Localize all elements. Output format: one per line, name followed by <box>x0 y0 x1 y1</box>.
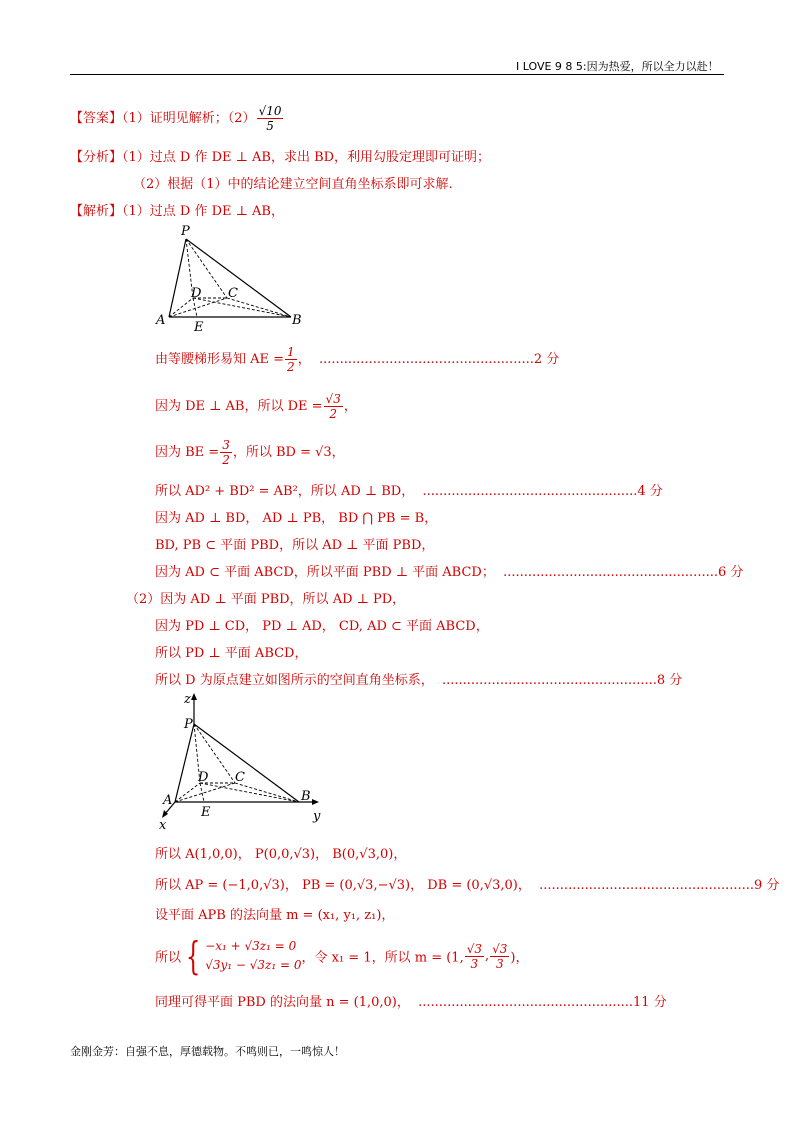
part2-step-3-text: 所以 D 为原点建立如图所示的空间直角坐标系， <box>155 673 434 688</box>
part2-step-7 <box>155 991 667 1010</box>
step-be <box>155 438 345 467</box>
step-ae-den: 2 <box>287 360 295 374</box>
fig2-label-y: y <box>313 809 321 824</box>
step-perp: 因为 AD ⊥ BD， AD ⊥ PB， BD ⋂ PB = B， <box>155 511 438 526</box>
step-be-frac <box>220 438 232 467</box>
part2-step-3 <box>155 669 682 688</box>
score-8: ....................................................8 分 <box>441 673 683 688</box>
step-ae-text: 由等腰梯形易知 AE = <box>155 352 285 367</box>
fig2-label-b: B <box>301 789 311 804</box>
part2-intro: （2）因为 AD ⊥ 平面 PBD，所以 AD ⊥ PD， <box>126 592 406 607</box>
score-6: ....................................................6 分 <box>503 565 744 580</box>
footer-motto: 金刚金芳：自强不息，厚德载物。不鸣则已，一鸣惊人！ <box>70 1045 345 1058</box>
step-de-frac <box>324 392 343 421</box>
fig1-label-e: E <box>194 320 204 335</box>
step-ae <box>155 345 559 374</box>
solution-intro <box>70 200 284 219</box>
step-conclude-text: 因为 AD ⊂ 平面 ABCD，所以平面 PBD ⊥ 平面 ABCD； <box>155 565 495 580</box>
sys-frac-2-den: 3 <box>495 956 504 971</box>
answer-frac-num: √10 <box>258 104 282 118</box>
score-11: ....................................................11 分 <box>418 995 667 1010</box>
fig2-label-d: D <box>198 770 209 785</box>
fig1-label-b: B <box>292 313 302 328</box>
figure-2-coordinate <box>155 690 335 830</box>
fig1-label-c: C <box>228 286 238 301</box>
step-pythag <box>155 480 663 499</box>
z-axis-arrow <box>191 693 197 700</box>
fig2-label-z: z <box>184 692 191 707</box>
sys-frac-2-num: √3 <box>492 941 508 956</box>
analysis-line-1 <box>70 146 490 165</box>
step-be-text: 因为 BE = <box>155 445 220 460</box>
fig1-label-p: P <box>181 224 190 239</box>
answer-line <box>70 104 284 133</box>
sys-eq-2: √3y₁ − √3z₁ = 0 <box>205 958 302 972</box>
sys-equations <box>205 937 301 975</box>
step-be-den: 2 <box>222 453 230 467</box>
fig2-label-x: x <box>159 818 167 830</box>
part2-step-7-text: 同理可得平面 PBD 的法向量 n = (1,0,0)， <box>155 995 410 1010</box>
equation-system: 所以 { −x₁ + √3z₁ = 0 √3y₁ − √3z₁ = 0 ，令 x₁ = 1，所以 m = (1, $\frac{√3}{3}$ , $\frac{√3}{3}$ )， <box>155 934 529 978</box>
y-axis-arrow <box>312 799 319 805</box>
part2-step-5-text: 所以 AP = (−1,0,√3)， PB = (0,√3,−√3)， DB = (0,√3,0)， <box>155 878 531 893</box>
step-ae-post: ， <box>297 352 311 367</box>
score-4: ....................................................4 分 <box>422 484 663 499</box>
sys-frac-1-den: 3 <box>470 956 479 971</box>
sys-post: ，令 x₁ = 1，所以 m = (1, <box>301 950 464 966</box>
header-rule <box>70 74 724 75</box>
step-plane: BD, PB ⊂ 平面 PBD，所以 AD ⊥ 平面 PBD， <box>155 538 435 553</box>
fig2-label-p: P <box>184 717 193 732</box>
analysis-text-1: （1）过点 D 作 DE ⊥ AB，求出 BD，利用勾股定理即可证明； <box>122 150 491 165</box>
answer-fraction <box>257 104 284 133</box>
header-slogan: I LOVE 9 8 5:因为热爱，所以全力以赴！ <box>516 60 719 73</box>
solution-tag: 【解析】 <box>70 204 123 219</box>
step-de-den: 2 <box>329 407 337 421</box>
step-be-post: ，所以 BD = √3， <box>232 445 345 460</box>
step-be-num: 3 <box>222 438 230 452</box>
analysis-tag: 【分析】 <box>70 150 123 165</box>
sys-end: )， <box>510 950 529 966</box>
solution-intro-text: （1）过点 D 作 DE ⊥ AB， <box>122 204 284 219</box>
step-de-post: ， <box>343 399 357 414</box>
fig2-label-c: C <box>235 770 245 785</box>
step-de <box>155 392 357 421</box>
analysis-line-2: （2）根据（1）中的结论建立空间直角坐标系即可求解. <box>133 177 453 192</box>
part2-step-5 <box>155 874 779 893</box>
step-de-text: 因为 DE ⊥ AB，所以 DE = <box>155 399 323 414</box>
step-de-num: √3 <box>325 392 341 406</box>
score-2: ....................................................2 分 <box>318 352 560 367</box>
step-conclude <box>155 561 743 580</box>
figure-1-tetrahedron <box>155 220 305 335</box>
sys-brace: { <box>185 934 201 978</box>
fig1-label-a: A <box>156 313 166 328</box>
sys-label: 所以 <box>155 950 182 966</box>
part2-step-4: 所以 A(1,0,0)， P(0,0,√3)， B(0,√3,0)， <box>155 847 407 862</box>
answer-text: （1）证明见解析；（2） <box>122 111 256 126</box>
step-pythag-text: 所以 AD² + BD² = AB²，所以 AD ⊥ BD， <box>155 484 415 499</box>
answer-tag: 【答案】 <box>70 111 123 126</box>
sys-frac-1 <box>465 942 484 971</box>
step-ae-num: 1 <box>287 345 295 359</box>
answer-frac-den: 5 <box>266 119 274 133</box>
part2-step-2: 所以 PD ⊥ 平面 ABCD， <box>155 646 308 661</box>
fig1-label-d: D <box>191 286 202 301</box>
step-ae-frac <box>285 345 297 374</box>
part2-step-6: 设平面 APB 的法向量 m = (x₁, y₁, z₁)， <box>155 908 395 923</box>
fig2-label-a: A <box>163 793 173 808</box>
fig2-label-e: E <box>201 805 211 820</box>
part2-step-1: 因为 PD ⊥ CD， PD ⊥ AD， CD, AD ⊂ 平面 ABCD， <box>155 619 489 634</box>
sys-frac-1-num: √3 <box>466 941 482 956</box>
sys-eq-1: −x₁ + √3z₁ = 0 <box>205 939 297 953</box>
sys-frac-2 <box>490 942 509 971</box>
score-9: ....................................................9 分 <box>539 878 780 893</box>
